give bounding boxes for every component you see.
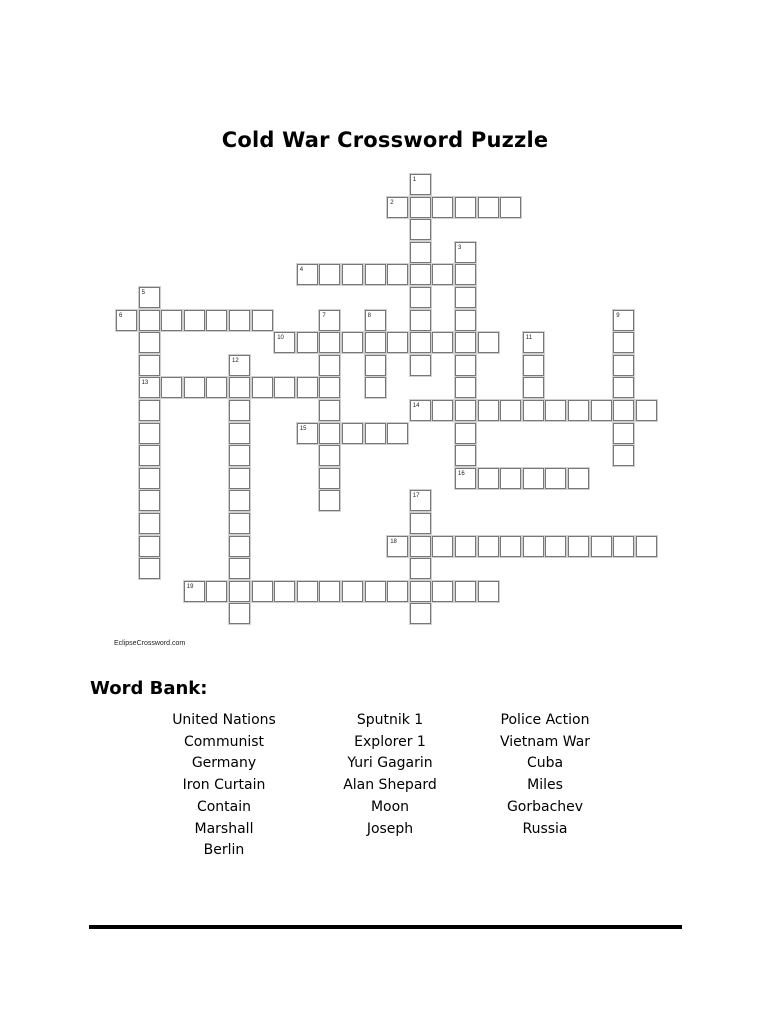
crossword-cell[interactable] (500, 468, 521, 489)
crossword-cell[interactable] (229, 513, 250, 534)
crossword-cell[interactable] (319, 400, 340, 421)
crossword-cell[interactable] (613, 310, 634, 331)
crossword-cell[interactable] (455, 423, 476, 444)
crossword-cell[interactable] (432, 197, 453, 218)
crossword-cell[interactable] (636, 400, 657, 421)
crossword-cell[interactable] (319, 377, 340, 398)
crossword-cell[interactable] (139, 377, 160, 398)
crossword-cell[interactable] (478, 536, 499, 557)
crossword-cell[interactable] (410, 603, 431, 624)
crossword-cell[interactable] (139, 490, 160, 511)
crossword-cell[interactable] (342, 581, 363, 602)
crossword-cell[interactable] (229, 400, 250, 421)
crossword-cell[interactable] (229, 423, 250, 444)
crossword-cell[interactable] (410, 490, 431, 511)
word-bank-heading: Word Bank: (90, 678, 208, 699)
word-bank-item: Gorbachev (506, 798, 584, 815)
crossword-cell[interactable] (523, 468, 544, 489)
crossword-cell[interactable] (613, 445, 634, 466)
crossword-cell[interactable] (455, 468, 476, 489)
crossword-cell[interactable] (523, 400, 544, 421)
crossword-cell[interactable] (319, 581, 340, 602)
crossword-cell[interactable] (410, 332, 431, 353)
crossword-cell[interactable] (523, 332, 544, 353)
clue-number: 5 (141, 290, 145, 296)
crossword-cell[interactable] (139, 558, 160, 579)
clue-number: 14 (412, 403, 420, 409)
word-bank-item: Contain (196, 798, 252, 815)
word-bank-column-3 (465, 710, 625, 840)
crossword-cell[interactable] (139, 513, 160, 534)
crossword-cell[interactable] (500, 536, 521, 557)
crossword-cell[interactable] (319, 423, 340, 444)
crossword-cell[interactable] (229, 445, 250, 466)
crossword-cell[interactable] (274, 581, 295, 602)
crossword-cell[interactable] (545, 536, 566, 557)
clue-number: 6 (119, 312, 123, 319)
crossword-cell[interactable] (455, 197, 476, 218)
word-bank-item: Police Action (500, 712, 590, 728)
crossword-cell[interactable] (455, 264, 476, 285)
crossword-cell[interactable] (139, 468, 160, 489)
crossword-cell[interactable] (455, 355, 476, 376)
crossword-cell[interactable] (613, 400, 634, 421)
crossword-cell[interactable] (297, 581, 318, 602)
crossword-cell[interactable] (478, 468, 499, 489)
crossword-cell[interactable] (139, 400, 160, 421)
crossword-cell[interactable] (387, 423, 408, 444)
word-bank-item: Marshall (194, 820, 254, 837)
crossword-cell[interactable] (229, 536, 250, 557)
clue-number: 10 (277, 335, 284, 342)
clue-number: 13 (141, 380, 149, 387)
clue-number: 3 (458, 244, 462, 251)
crossword-cell[interactable] (500, 400, 521, 421)
crossword-cell[interactable] (410, 287, 431, 308)
crossword-cell[interactable] (342, 332, 363, 353)
crossword-cell[interactable] (365, 355, 386, 376)
word-bank-item: Joseph (366, 820, 414, 837)
crossword-cell[interactable] (410, 558, 431, 579)
crossword-cell[interactable] (297, 264, 318, 285)
crossword-cell[interactable] (410, 536, 431, 557)
clue-number: 15 (299, 425, 307, 432)
word-bank-column-2 (310, 710, 470, 840)
crossword-cell[interactable] (297, 377, 318, 398)
crossword-cell[interactable] (613, 536, 634, 557)
crossword-cell[interactable] (184, 310, 205, 331)
clue-number: 4 (299, 267, 304, 274)
crossword-cell[interactable] (139, 332, 160, 353)
crossword-cell[interactable] (206, 310, 227, 331)
crossword-cell[interactable] (455, 377, 476, 398)
clue-number: 16 (458, 470, 465, 477)
crossword-cell[interactable] (319, 445, 340, 466)
puzzle-title: Cold War Crossword Puzzle (221, 128, 549, 152)
word-bank-item: Moon (370, 798, 410, 815)
clue-number: 19 (186, 583, 194, 590)
crossword-cell[interactable] (613, 377, 634, 398)
crossword-cell[interactable] (455, 445, 476, 466)
crossword-cell[interactable] (591, 536, 612, 557)
crossword-cell[interactable] (274, 377, 295, 398)
clue-number: 1 (412, 177, 417, 183)
crossword-cell[interactable] (523, 377, 544, 398)
crossword-cell[interactable] (432, 264, 453, 285)
crossword-cell[interactable] (229, 355, 250, 376)
crossword-cell[interactable] (274, 332, 295, 353)
crossword-cell[interactable] (500, 197, 521, 218)
crossword-cell[interactable] (319, 332, 340, 353)
crossword-cell[interactable] (319, 264, 340, 285)
crossword-cell[interactable] (455, 581, 476, 602)
clue-number: 8 (367, 312, 371, 319)
word-bank-item: Berlin (203, 842, 245, 859)
bottom-rule (89, 925, 682, 929)
crossword-cell[interactable] (568, 536, 589, 557)
crossword-cell[interactable] (432, 581, 453, 602)
word-bank-item: United Nations (172, 712, 276, 728)
crossword-cell[interactable] (523, 536, 544, 557)
word-bank-item: Explorer 1 (354, 733, 426, 750)
crossword-cell[interactable] (365, 581, 386, 602)
crossword-cell[interactable] (229, 581, 250, 602)
clue-number: 7 (322, 312, 326, 319)
crossword-cell[interactable] (139, 536, 160, 557)
word-bank-item: Miles (527, 777, 563, 794)
crossword-cell[interactable] (139, 310, 160, 331)
word-bank-item: Cuba (526, 755, 564, 772)
crossword-cell[interactable] (342, 264, 363, 285)
clue-number: 2 (390, 199, 394, 206)
crossword-cell[interactable] (410, 242, 431, 263)
clue-number: 12 (232, 357, 239, 364)
crossword-cell[interactable] (432, 536, 453, 557)
credit-text: EclipseCrossword.com (114, 640, 186, 647)
crossword-cell[interactable] (387, 536, 408, 557)
crossword-cell[interactable] (342, 423, 363, 444)
crossword-cell[interactable] (455, 400, 476, 421)
crossword-cell[interactable] (478, 581, 499, 602)
crossword-cell[interactable] (387, 581, 408, 602)
crossword-cell[interactable] (591, 400, 612, 421)
word-bank-item: Alan Shepard (343, 777, 437, 794)
crossword-cell[interactable] (387, 197, 408, 218)
crossword-cell[interactable] (206, 377, 227, 398)
crossword-cell[interactable] (252, 310, 273, 331)
crossword-cell[interactable] (568, 400, 589, 421)
crossword-cell[interactable] (139, 287, 160, 308)
crossword-cell[interactable] (139, 423, 160, 444)
crossword-cell[interactable] (432, 332, 453, 353)
crossword-cell[interactable] (161, 377, 182, 398)
crossword-cell[interactable] (636, 536, 657, 557)
crossword-cell[interactable] (229, 603, 250, 624)
crossword-cell[interactable] (184, 581, 205, 602)
clue-number: 9 (616, 312, 620, 319)
crossword-cell[interactable] (319, 355, 340, 376)
crossword-cell[interactable] (410, 310, 431, 331)
crossword-cell[interactable] (229, 490, 250, 511)
crossword-cell[interactable] (478, 197, 499, 218)
crossword-cell[interactable] (410, 219, 431, 240)
crossword-cell[interactable] (613, 332, 634, 353)
crossword-cell[interactable] (319, 468, 340, 489)
crossword-cell[interactable] (432, 400, 453, 421)
crossword-cell[interactable] (184, 377, 205, 398)
word-bank-item: Yuri Gagarin (347, 755, 433, 772)
crossword-cell[interactable] (568, 468, 589, 489)
crossword-cell[interactable] (545, 400, 566, 421)
crossword-cell[interactable] (229, 377, 250, 398)
crossword-cell[interactable] (478, 332, 499, 353)
crossword-cell[interactable] (139, 445, 160, 466)
word-bank-item: Iron Curtain (182, 777, 266, 794)
crossword-cell[interactable] (319, 310, 340, 331)
clue-number: 18 (390, 538, 397, 545)
crossword-cell[interactable] (387, 264, 408, 285)
crossword-cell[interactable] (410, 355, 431, 376)
crossword-cell[interactable] (319, 490, 340, 511)
crossword-cell[interactable] (116, 310, 137, 331)
clue-number: 17 (412, 493, 420, 500)
crossword-cell[interactable] (523, 355, 544, 376)
crossword-cell[interactable] (297, 423, 318, 444)
word-bank-column-1 (144, 710, 304, 862)
crossword-cell[interactable] (455, 287, 476, 308)
crossword-cell[interactable] (410, 264, 431, 285)
crossword-cell[interactable] (387, 332, 408, 353)
crossword-cell[interactable] (545, 468, 566, 489)
crossword-cell[interactable] (613, 355, 634, 376)
crossword-cell[interactable] (613, 423, 634, 444)
crossword-cell[interactable] (365, 423, 386, 444)
word-bank-item: Germany (191, 755, 257, 772)
crossword-cell[interactable] (365, 310, 386, 331)
crossword-cell[interactable] (229, 558, 250, 579)
crossword-cell[interactable] (297, 332, 318, 353)
crossword-cell[interactable] (455, 536, 476, 557)
word-bank-item: Vietnam War (499, 733, 591, 750)
word-bank-item: Sputnik 1 (356, 712, 424, 728)
crossword-cell[interactable] (161, 310, 182, 331)
crossword-cell[interactable] (365, 264, 386, 285)
crossword-cell[interactable] (455, 332, 476, 353)
crossword-cell[interactable] (455, 310, 476, 331)
crossword-cell[interactable] (478, 400, 499, 421)
crossword-cell[interactable] (229, 468, 250, 489)
crossword-cell[interactable] (139, 355, 160, 376)
crossword-cell[interactable] (252, 377, 273, 398)
crossword-cell[interactable] (410, 174, 431, 195)
crossword-cell[interactable] (410, 581, 431, 602)
crossword-cell[interactable] (455, 242, 476, 263)
word-bank-item: Communist (183, 733, 265, 750)
crossword-cell[interactable] (365, 332, 386, 353)
clue-number: 11 (525, 335, 533, 342)
crossword-cell[interactable] (229, 310, 250, 331)
crossword-cell[interactable] (365, 377, 386, 398)
crossword-cell[interactable] (410, 400, 431, 421)
crossword-cell[interactable] (252, 581, 273, 602)
crossword-cell[interactable] (410, 513, 431, 534)
word-bank-item: Russia (522, 820, 568, 837)
crossword-cell[interactable] (206, 581, 227, 602)
crossword-cell[interactable] (410, 197, 431, 218)
